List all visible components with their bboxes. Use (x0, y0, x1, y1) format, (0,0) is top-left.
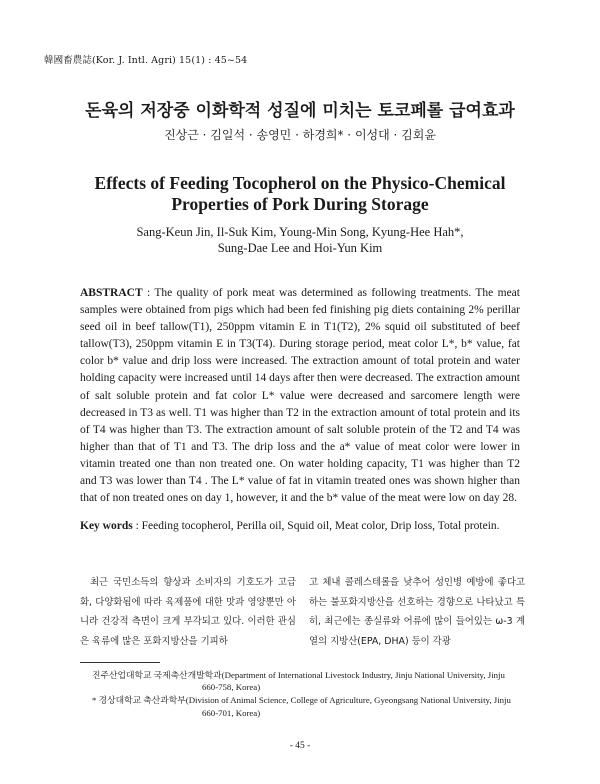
abstract (80, 285, 520, 507)
footnote-1-line1: 진주산업대학교 국제축산개발학과(Department of International Livestock Industry, Jinju National University, Jinju (92, 670, 505, 680)
body-column-left (80, 573, 296, 651)
footnote-divider (80, 662, 160, 663)
footnote-affiliation-2 (92, 694, 522, 718)
body-paragraph-right: 고 체내 콜레스테롤을 낮추어 성인병 예방에 좋다고 하는 불포화지방산을 선호하는 경향으로 나타났고 특히, 최근에는 종실류와 어류에 많이 들어있는 ω-3 계열의 지방산(EPA, DHA) 등이 각광 (309, 577, 525, 647)
body-column-right (309, 573, 525, 651)
title-english-line2: Properties of Pork During Storage (171, 194, 429, 214)
body-paragraph-left: 최근 국민소득의 향상과 소비자의 기호도가 고급화, 다양화됨에 따라 육제품에 대한 맛과 영양뿐만 아니라 건강적 측면이 크게 부각되고 있다. 이러한 관심은 육류에 많은 포화지방산을 기피하 (80, 577, 296, 647)
authors-english (0, 224, 600, 256)
footnote-2-line2: 660-701, Korea) (202, 707, 261, 718)
keywords-text: : Feeding tocopherol, Perilla oil, Squid oil, Meat color, Drip loss, Total protein. (132, 520, 500, 532)
footnote-1-line2: 660-758, Korea) (202, 682, 261, 693)
page-number: - 45 - (289, 741, 311, 751)
title-english (0, 173, 600, 215)
authors-korean: 진상근 · 김일석 · 송영민 · 하경희* · 이성대 · 김회윤 (164, 128, 436, 142)
authors-english-line1: Sang-Keun Jin, Il-Suk Kim, Young-Min Song, Kyung-Hee Hah*, (136, 225, 464, 239)
abstract-label: ABSTRACT (80, 287, 143, 299)
abstract-text: : The quality of pork meat was determined as following treatments. The meat samples were obtained from pigs which had been fed finishing pig diets containing 2% perillar seed oil in beef tallow(T1), 250ppm vitamin E in T1(T2), 2% squid oil substituted of beef tallow(T3), 250ppm vitamin E in T3(T4). During storage period, meat color L*, b* value, fat color b* value and drip loss were increased. The extraction amount of total protein and water holding capacity were increased until 14 days after then were decreased. The extraction amount of salt soluble protein and fat color L* value were decreased and sarcomere length were decreased in T3 as well. T1 was higher than T2 in the extraction amount of total protein and its of T4 was higher than T3. The extraction amount of salt soluble protein of the T2 and T4 was higher than that of T1 and T3. The drip loss and the a* value of meat color were lower in vitamin treated one than non treated one. On water holding capacity, T1 was higher than T2 and T3 was lower than T4 . The L* value of fat in vitamin treated ones was shown higher than that of non treated ones on day 1, however, it and the b* value of the meat were low on day 28. (80, 287, 520, 505)
keywords-label: Key words (80, 520, 133, 532)
title-korean: 돈육의 저장중 이화학적 성질에 미치는 토코페롤 급여효과 (85, 101, 515, 121)
title-english-line1: Effects of Feeding Tocopherol on the Physico-Chemical (94, 173, 506, 193)
footnote-2-line1: * 경상대학교 축산과학부(Division of Animal Science, College of Agriculture, Gyeongsang National University, Jinju (92, 695, 511, 706)
journal-header: 韓國畜農誌(Kor. J. Intl. Agri) 15(1) : 45~54 (44, 55, 248, 66)
keywords (80, 518, 520, 534)
footnotes (92, 669, 522, 720)
authors-english-line2: Sung-Dae Lee and Hoi-Yun Kim (217, 241, 383, 255)
footnote-affiliation-1 (92, 669, 522, 693)
